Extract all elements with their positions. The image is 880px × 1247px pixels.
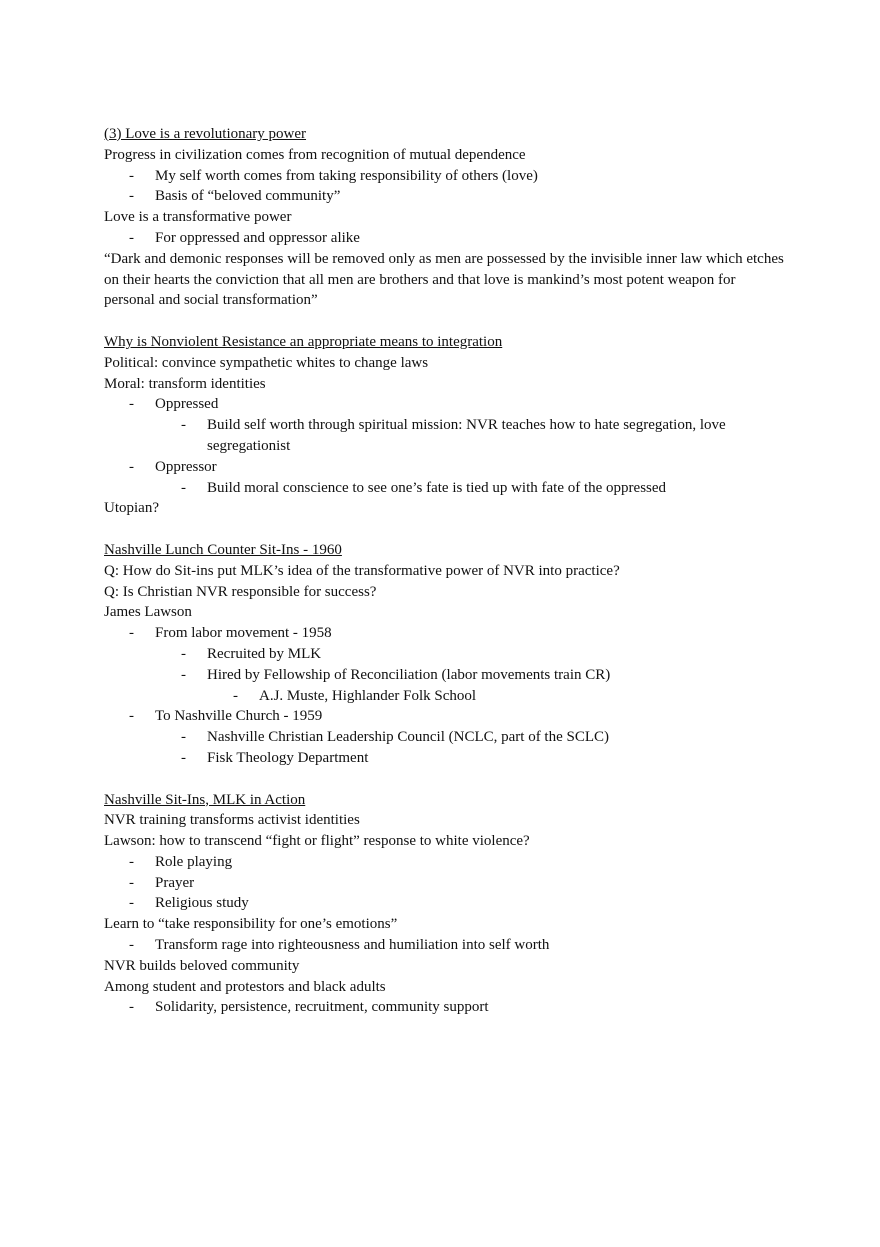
bullet-text: Fisk Theology Department xyxy=(207,749,369,766)
bullet-text: Hired by Fellowship of Reconciliation (labor movements train CR) xyxy=(207,666,611,683)
dash-bullet-icon: - xyxy=(129,853,134,870)
dash-bullet-icon: - xyxy=(129,229,134,246)
bullet-item xyxy=(104,997,784,1018)
text-line: NVR builds beloved community xyxy=(104,957,300,974)
bullet-text: Oppressor xyxy=(155,458,217,475)
dash-bullet-icon: - xyxy=(181,729,186,746)
bullet-text: Basis of “beloved community” xyxy=(155,188,341,205)
text-line: Love is a transformative power xyxy=(104,209,292,226)
dash-bullet-icon: - xyxy=(129,874,134,891)
text-line: “Dark and demonic responses will be removed only as men are possessed by the invisible inner law which etches on their hearts the conviction that all men are brothers and that love is mankind’s most potent weapon for personal and social transformation” xyxy=(104,250,784,309)
bullet-item xyxy=(104,706,784,727)
bullet-item xyxy=(104,644,784,665)
bullet-item xyxy=(104,186,784,207)
dash-bullet-icon: - xyxy=(129,708,134,725)
bullet-text: Prayer xyxy=(155,874,195,891)
dash-bullet-icon: - xyxy=(129,895,134,912)
bullet-item xyxy=(104,166,784,187)
bullet-item xyxy=(104,623,784,644)
bullet-text: Transform rage into righteousness and humiliation into self worth xyxy=(155,937,550,954)
bullet-item xyxy=(104,873,784,894)
text-line: Progress in civilization comes from recognition of mutual dependence xyxy=(104,146,526,163)
bullet-text: Solidarity, persistence, recruitment, community support xyxy=(155,999,489,1016)
section-heading: (3) Love is a revolutionary power xyxy=(104,126,307,142)
dash-bullet-icon: - xyxy=(181,645,186,662)
dash-bullet-icon: - xyxy=(129,458,134,475)
text-line: Utopian? xyxy=(104,500,159,517)
bullet-text: Oppressed xyxy=(155,396,219,413)
text-line: James Lawson xyxy=(104,604,192,621)
bullet-text: Build self worth through spiritual mission: NVR teaches how to hate segregation, love segregationist xyxy=(207,417,726,454)
bullet-text: Role playing xyxy=(155,853,233,870)
bullet-item xyxy=(104,478,784,499)
text-line: Among student and protestors and black adults xyxy=(104,978,386,995)
dash-bullet-icon: - xyxy=(129,396,134,413)
section-spacer xyxy=(104,769,784,790)
bullet-text: For oppressed and oppressor alike xyxy=(155,229,360,246)
bullet-item xyxy=(104,935,784,956)
dash-bullet-icon: - xyxy=(233,687,238,704)
bullet-item xyxy=(104,228,784,249)
dash-bullet-icon: - xyxy=(181,749,186,766)
section-heading: Why is Nonviolent Resistance an appropriate means to integration xyxy=(104,333,503,350)
dash-bullet-icon: - xyxy=(181,417,186,434)
bullet-text: From labor movement - 1958 xyxy=(155,625,332,642)
bullet-item xyxy=(104,893,784,914)
bullet-item xyxy=(104,457,784,478)
section-spacer xyxy=(104,311,784,332)
bullet-item xyxy=(104,686,784,707)
document-body xyxy=(104,124,784,1018)
dash-bullet-icon: - xyxy=(181,666,186,683)
bullet-text: Build moral conscience to see one’s fate is tied up with fate of the oppressed xyxy=(207,479,667,496)
bullet-item xyxy=(104,415,784,457)
bullet-text: To Nashville Church - 1959 xyxy=(155,708,323,725)
text-line: Q: Is Christian NVR responsible for success? xyxy=(104,583,377,600)
bullet-item xyxy=(104,394,784,415)
text-line: Learn to “take responsibility for one’s emotions” xyxy=(104,916,398,933)
text-line: Lawson: how to transcend “fight or flight” response to white violence? xyxy=(104,833,530,850)
bullet-item xyxy=(104,665,784,686)
section-heading: Nashville Sit-Ins, MLK in Action xyxy=(104,791,306,808)
text-line: Q: How do Sit-ins put MLK’s idea of the transformative power of NVR into practice? xyxy=(104,562,620,579)
bullet-text: My self worth comes from taking responsibility of others (love) xyxy=(155,167,538,184)
dash-bullet-icon: - xyxy=(129,999,134,1016)
dash-bullet-icon: - xyxy=(129,167,134,184)
bullet-item xyxy=(104,748,784,769)
section-heading: Nashville Lunch Counter Sit-Ins - 1960 xyxy=(104,541,342,558)
bullet-text: Recruited by MLK xyxy=(207,645,322,662)
dash-bullet-icon: - xyxy=(181,479,186,496)
bullet-text: Nashville Christian Leadership Council (NCLC, part of the SCLC) xyxy=(207,729,610,746)
dash-bullet-icon: - xyxy=(129,625,134,642)
section-spacer xyxy=(104,519,784,540)
dash-bullet-icon: - xyxy=(129,188,134,205)
bullet-item xyxy=(104,727,784,748)
bullet-text: Religious study xyxy=(155,895,249,912)
dash-bullet-icon: - xyxy=(129,937,134,954)
bullet-text: A.J. Muste, Highlander Folk School xyxy=(259,687,477,704)
text-line: Moral: transform identities xyxy=(104,375,266,392)
text-line: Political: convince sympathetic whites to change laws xyxy=(104,354,429,371)
bullet-item xyxy=(104,852,784,873)
text-line: NVR training transforms activist identities xyxy=(104,812,360,829)
